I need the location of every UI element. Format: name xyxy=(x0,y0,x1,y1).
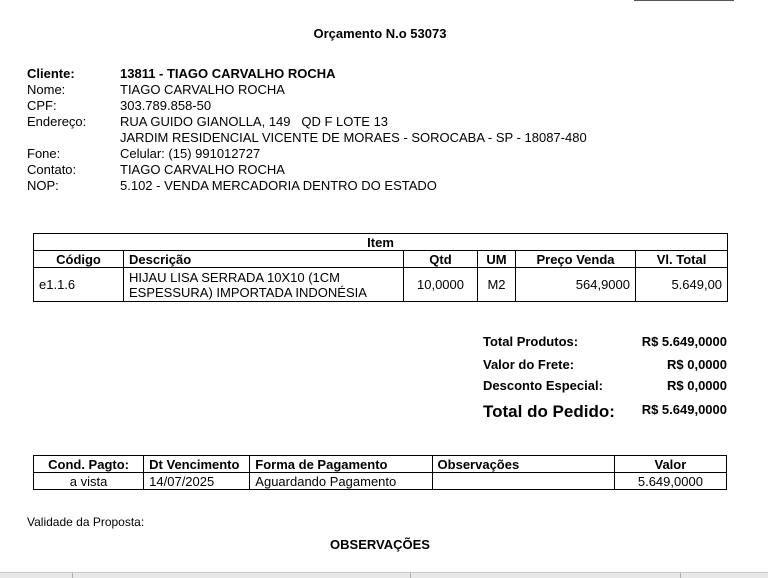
total-products-label: Total Produtos: xyxy=(483,334,579,349)
col-header-description: Descrição xyxy=(124,251,404,268)
payment-amount: 5.649,0000 xyxy=(614,473,726,490)
nop-label: NOP: xyxy=(27,178,59,193)
address-line-1: RUA GUIDO GIANOLLA, 149 QD F LOTE 13 xyxy=(120,114,389,129)
col-header-total: Vl. Total xyxy=(636,251,728,268)
item-total: 5.649,00 xyxy=(636,268,728,302)
due-date: 14/07/2025 xyxy=(144,473,250,490)
address-line-2: JARDIM RESIDENCIAL VICENTE DE MORAES - SOROCABA - SP - 18087-480 xyxy=(120,130,587,145)
order-total-value: R$ 5.649,0000 xyxy=(641,402,727,417)
scrollbar-divider xyxy=(410,573,411,578)
col-header-amount: Valor xyxy=(614,456,726,473)
col-header-payment-condition: Cond. Pagto: xyxy=(34,456,144,473)
scrollbar-divider xyxy=(72,573,73,578)
contact-label: Contato: xyxy=(27,162,77,177)
discount-value: R$ 0,0000 xyxy=(667,378,727,393)
col-header-observations: Observações xyxy=(432,456,614,473)
address-label: Endereço: xyxy=(27,114,87,129)
table-row xyxy=(34,473,727,490)
col-header-unit-price: Preço Venda xyxy=(516,251,636,268)
name-value: TIAGO CARVALHO ROCHA xyxy=(120,82,285,97)
col-header-code: Código xyxy=(34,251,124,268)
item-unit: M2 xyxy=(478,268,516,302)
phone-label: Fone: xyxy=(27,146,61,161)
item-qty: 10,0000 xyxy=(404,268,478,302)
phone-value: Celular: (15) 991012727 xyxy=(120,146,261,161)
document-title: Orçamento N.o 53073 xyxy=(313,26,447,41)
validity-label: Validade da Proposta: xyxy=(27,515,145,529)
items-caption: Item xyxy=(34,234,728,251)
cpf-label: CPF: xyxy=(27,98,57,113)
freight-value: R$ 0,0000 xyxy=(667,357,727,372)
col-header-unit: UM xyxy=(478,251,516,268)
payment-condition: a vista xyxy=(34,473,144,490)
col-header-due-date: Dt Vencimento xyxy=(144,456,250,473)
scrollbar-divider xyxy=(680,573,681,578)
total-products-value: R$ 5.649,0000 xyxy=(641,334,727,349)
payment-table xyxy=(33,455,727,490)
item-unit-price: 564,9000 xyxy=(516,268,636,302)
client-value: 13811 - TIAGO CARVALHO ROCHA xyxy=(120,66,336,81)
name-label: Nome: xyxy=(27,82,66,97)
item-code: e1.1.6 xyxy=(34,268,124,302)
table-row xyxy=(34,268,728,302)
discount-label: Desconto Especial: xyxy=(483,378,603,393)
order-total-label: Total do Pedido: xyxy=(483,402,615,421)
observations-title: OBSERVAÇÕES xyxy=(330,537,430,552)
nop-value: 5.102 - VENDA MERCADORIA DENTRO DO ESTADO xyxy=(120,178,437,193)
col-header-qty: Qtd xyxy=(404,251,478,268)
top-rule xyxy=(634,0,734,1)
cpf-value: 303.789.858-50 xyxy=(120,98,212,113)
payment-method: Aguardando Pagamento xyxy=(250,473,432,490)
bottom-scrollbar[interactable] xyxy=(0,572,768,578)
contact-value: TIAGO CARVALHO ROCHA xyxy=(120,162,285,177)
col-header-payment-method: Forma de Pagamento xyxy=(250,456,432,473)
payment-observations xyxy=(432,473,614,490)
client-label: Cliente: xyxy=(27,66,75,81)
item-description: HIJAU LISA SERRADA 10X10 (1CM ESPESSURA) IMPORTADA INDONÉSIA xyxy=(124,268,404,302)
items-table xyxy=(33,233,728,302)
freight-label: Valor do Frete: xyxy=(483,357,575,372)
